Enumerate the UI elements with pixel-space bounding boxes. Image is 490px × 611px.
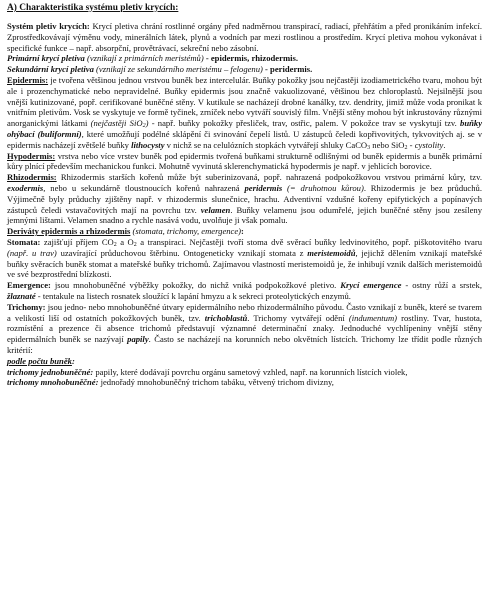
epidermis-litho: lithocysty [131,139,165,150]
mnohobunecne-paragraph [7,377,482,388]
jedno-term: trichomy jednobuněčné [7,366,91,377]
emergence-paragraph [7,280,482,302]
primary-paren: (vznikají z primárních meristémů) [84,53,204,64]
secondary-line [7,64,482,75]
hypodermis-paragraph [7,151,482,173]
emergence-text-3: - tentakule na listech rosnatek sloužící k lapání hmyzu a k sekreci proteolytických enzymů. [35,290,351,301]
stomata-meristemoidy: meristemoidů [307,247,356,258]
mnoho-text: jednořadý mnohobuněčný trichom tabáku, větvený trichom divizny, [98,377,334,388]
stomata-text-3: a transpiraci. Nejčastěji tvoří stoma dvě svěrací buňky ledvinovitého, popř. piškotovitého tvaru [136,236,483,247]
trichomy-term: Trichomy: [7,301,46,312]
primary-line [7,53,482,64]
stomata-term: Stomata: [7,236,41,247]
trichomy-trichoblasty: trichoblastů [204,312,248,323]
emergence-zlaznate: žlaznaté [7,290,36,301]
derivaty-paren: (stomata, trichomy, emergence) [130,226,242,237]
derivaty-heading [7,226,482,237]
podle-term: podle počtu buněk [7,355,72,366]
rhizodermis-velamen: velamen [200,204,231,215]
epidermis-paragraph [7,75,482,151]
epidermis-cystolity: cystolity [414,139,444,150]
stomata-sub: 2 [113,241,117,248]
trichomy-text-4: . Často se nacházejí na korunních nebo okvětních lístcích. Trichomy lze třídit podle různých kritérií: [7,334,482,355]
epidermis-term: Epidermis: [7,74,49,85]
rhizodermis-peri: peridermis [244,182,283,193]
derivaty-colon: : [241,226,244,237]
jedno-colon: : [90,366,94,377]
stomata-text-4: uzavírající průduchovou štěrbinu. Ontogeneticky vznikají stomata z [56,247,308,258]
rhizodermis-exo: exodermis [7,182,44,193]
stomata-text-5: , jejichž dělením vznikají mateřské buňky svěracích buněk stomat a mateřské buňky trichomů. Zajímavou vlastností meristemoidů je, že inhibují vznik dalších meristemoidů ve své bezprostřední blízkosti. [7,247,483,280]
epidermis-paren-end: ) [145,118,149,129]
secondary-label: Sekundární krycí pletiva [7,64,94,75]
stomata-sub-2: 2 [133,241,137,248]
rhizodermis-text-1: Rhizodermis starších kořenů může být suberinizovaná, popř. nahrazená podpokožkovou vrstvou primární kůry, tzv. [56,172,482,183]
epidermis-sub: 2 [142,123,146,130]
epidermis-sub-2: 3 [367,144,371,151]
rhizodermis-term: Rhizodermis: [7,172,57,183]
epidermis-cells: buňky ohýbací (buliformní) [7,118,483,139]
secondary-tail: - peridermis. [262,64,313,75]
hypodermis-text: vrstva nebo více vrstev buněk pod epidermis tvořená buňkami strukturně odlišnými od buněk epidermis a buněk primární kůry plnící především mechanickou funkci. Mohutně vyvinutá sklerenchymatická hypodermis je např. v jehlicích borovice. [7,150,482,172]
stomata-text-1: zajišťují příjem CO [40,236,114,247]
trichomy-text-2: . Trichomy vytvářejí odění [247,312,345,323]
emergence-text-2: - ostny růží a srstek, [401,280,482,291]
intro-text: Krycí pletiva chrání rostlinné orgány před nadměrnou transpirací, radiací, přehřátím a před pronikáním infekcí. Zprostředkovávají výměnu vody, minerálních látek, plynů a vodních par mezi rostlinou a prostředím. Krycí pletiva mohou vykonávat i specifické funkce – např. absorpční, provětrávací, sekreční nebo zásobní. [7,21,482,53]
intro-term: Systém pletiv krycích: [7,21,90,31]
jednobunecne-paragraph [7,367,482,378]
rhizodermis-paragraph [7,172,482,226]
stomata-paragraph [7,237,482,280]
epidermis-text-4: v nichž se na celulózních stopkách vytvářejí shluky CaCO [164,139,368,150]
epidermis-text-5: nebo SiO [370,139,405,150]
emergence-term: Emergence: [7,280,51,291]
mnoho-term: trichomy mnohobuněčné [7,377,96,388]
rhizodermis-paren: (= druhotnou kůrou) [282,182,364,193]
epidermis-text-2: - např. buňky pokožky přesliček, trav, ostřic, palem. V pokožce trav se vyskytují tzv. [148,118,461,129]
trichomy-text-3: rostliny. Tvar, hustota, rozmístění a prezence či absence trichomů představují významné determinační znaky. Jednoduché vychlípeniny vnější stěny epidermálních buněk se nazývají [7,312,482,345]
derivaty-term: Deriváty epidermis a rhizodermis [7,226,131,237]
stomata-text-2: a O [116,236,134,247]
section-title: A) Charakteristika systému pletiv krycích: [7,3,179,13]
epidermis-sub-3: 2 [404,144,408,151]
epidermis-text-6: - [407,139,415,150]
jedno-text: papily, které dodávají povrchu orgánu sametový vzhled, např. na korunních lístcích violek, [93,366,408,377]
epidermis-text-3: , které umožňují podélné sklápění či svinování čepelí listů. U zástupců čeledi kopřivovitých, tykvovitých aj. se v epidermis nacházejí zvětšelé buňky [7,128,483,150]
primary-label: Primární krycí pletiva [7,53,85,64]
mnoho-colon: : [95,377,99,388]
stomata-paren: (např. u trav) [7,247,57,258]
podle-heading [7,356,482,367]
epidermis-text-1: je tvořena většinou jednou vrstvou buněk bez intercelulár. Buňky pokožky jsou nejčastěji izodiametrického tvaru, mohou být ale i prozenchymatické nebo nepravidelné. Buňky epidermis jsou značně vakuolizované, většinou bez chloroplastů. Nejsilnější jsou vnější kutinizované, popř. cerifikované buněčné stěny. V kutikule se nacházejí drobné kanálky, tzv. dendrity, jimiž může voda pronikat k vnitřním pletivům. Vosk se vyskytuje ve formě tyčinek, zrníček nebo vytváří souvislý film. Vnější stěny mohou být inkrustovány různými anorganickými látkami [7,74,482,129]
primary-tail: - epidermis, rhizodermis. [203,53,298,64]
intro-paragraph [7,21,482,53]
rhizodermis-text-4: . Buňky velamenu jsou odumřelé, jejich buněčné stěny jsou zesíleny jemnými lištami. Velamen snadno a rychle nasává vodu, uvolňuje ji však pomalu. [7,204,482,226]
secondary-paren: (vznikají ze sekundárního meristému – felogenu) [93,64,263,75]
trichomy-paragraph [7,302,482,356]
trichomy-paren: (indumentum) [344,312,398,323]
rhizodermis-text-2: , nebo u sekundárně tloustnoucích kořenů nahrazená [43,182,245,193]
emergence-kryci: Krycí emergence [340,280,402,291]
epidermis-text-7: . [443,139,446,150]
podle-colon: : [71,355,75,366]
emergence-text-1: jsou mnohobuněčné výběžky pokožky, do nichž vniká podpokožkové pletivo. [50,280,341,291]
trichomy-papily: papily [127,334,149,345]
hypodermis-term: Hypodermis: [7,150,56,161]
epidermis-paren: (nejčastěji SiO [87,118,143,129]
rhizodermis-text-3: . Rhizodermis je bez průduchů. Výjimečně byly průduchy zjištěny např. v rhizodermis slunečnice, hrachu. Adventivní vzdušné kořeny epifytických a popínavých zástupců čeledi vstavačovitých mají na povrchu tzv. [7,182,482,215]
trichomy-text-1: jsou jedno- nebo mnohobuněčné útvary epidermálního nebo rhizodermálního původu. Často vznikají z buněk, které se tvarem a velikostí liší od ostatních pokožkových buněk, tzv. [7,301,482,323]
